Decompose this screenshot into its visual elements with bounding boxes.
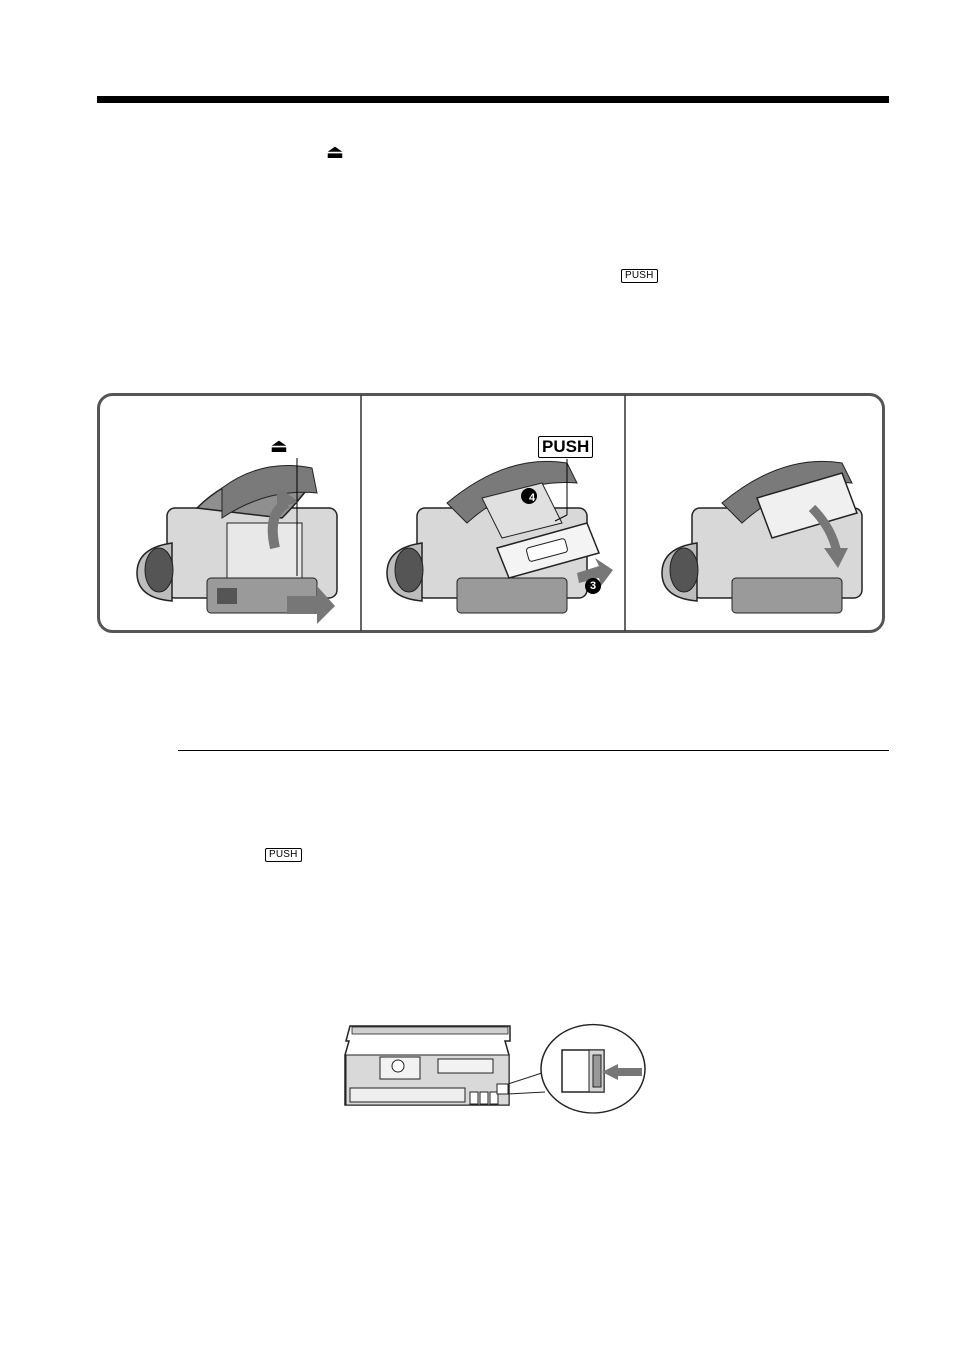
eject-icon: ⏏ bbox=[326, 142, 344, 163]
cassette-insertion-figure bbox=[97, 393, 885, 633]
section-divider bbox=[178, 750, 889, 751]
eject-icon-figure: ⏏ bbox=[270, 436, 288, 457]
push-label-figure: PUSH bbox=[538, 436, 593, 458]
cassette-tab-illustration bbox=[340, 1022, 652, 1114]
push-label-inline: PUSH bbox=[621, 269, 658, 283]
header-rule bbox=[97, 96, 889, 103]
step4-number: 4 bbox=[528, 492, 536, 504]
push-label-inline-2: PUSH bbox=[265, 848, 302, 862]
step3-number: 3 bbox=[589, 580, 597, 592]
